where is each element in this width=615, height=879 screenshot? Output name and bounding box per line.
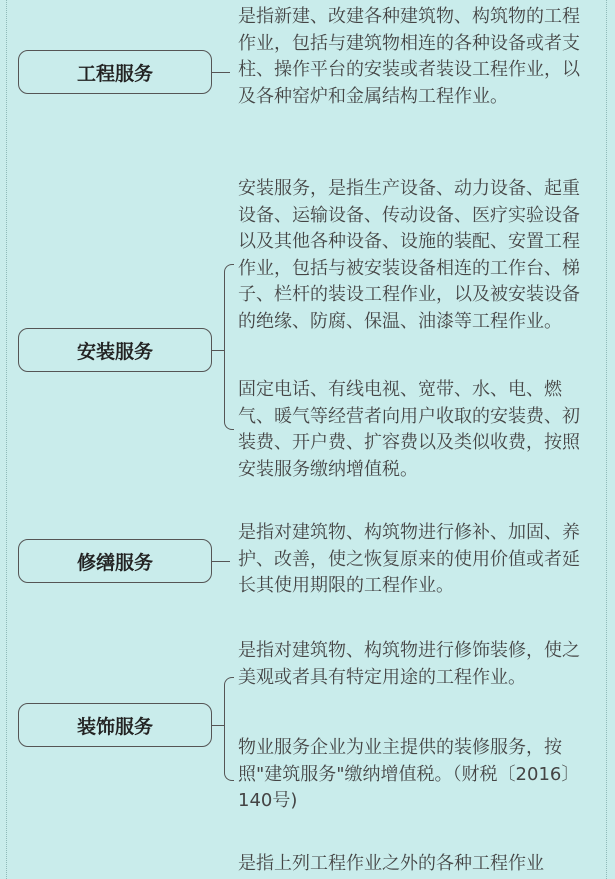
bracket xyxy=(224,677,234,781)
category-box-repair: 修缮服务 xyxy=(18,539,212,583)
bracket xyxy=(224,264,234,430)
connector-line xyxy=(212,72,230,73)
connector-line xyxy=(212,350,224,351)
description-installation-1: 安装服务，是指生产设备、动力设备、起重设备、运输设备、传动设备、医疗实验设备以及其他各种设备、设施的装配、安置工程作业，包括与被安装设备相连的工作台、梯子、栏杆的装设工程作业，以及被安装设备的绝缘、防腐、保温、油漆等工程作业。 xyxy=(238,178,580,332)
description-decoration-2: 物业服务企业为业主提供的装修服务，按照"建筑服务"缴纳增值税。（财税〔2016〕140号) xyxy=(238,737,580,811)
connector-line xyxy=(212,725,224,726)
description-installation-2: 固定电话、有线电视、宽带、水、电、燃气、暖气等经营者向用户收取的安装费、初装费、开户费、扩容费以及类似收费，按照安装服务缴纳增值税。 xyxy=(238,379,580,480)
description-other: 是指上列工程作业之外的各种工程作业 xyxy=(238,853,544,874)
description-repair: 是指对建筑物、构筑物进行修补、加固、养护、改善，使之恢复原来的使用价值或者延长其使用期限的工程作业。 xyxy=(238,522,580,596)
description-decoration-1: 是指对建筑物、构筑物进行修饰装修，使之美观或者具有特定用途的工程作业。 xyxy=(238,640,580,688)
category-box-engineering: 工程服务 xyxy=(18,50,212,94)
category-box-installation: 安装服务 xyxy=(18,328,212,372)
description-engineering: 是指新建、改建各种建筑物、构筑物的工程作业，包括与建筑物相连的各种设备或者支柱、操作平台的安装或者装设工程作业，以及各种窑炉和金属结构工程作业。 xyxy=(238,6,580,107)
connector-line xyxy=(212,561,230,562)
category-box-decoration: 装饰服务 xyxy=(18,703,212,747)
